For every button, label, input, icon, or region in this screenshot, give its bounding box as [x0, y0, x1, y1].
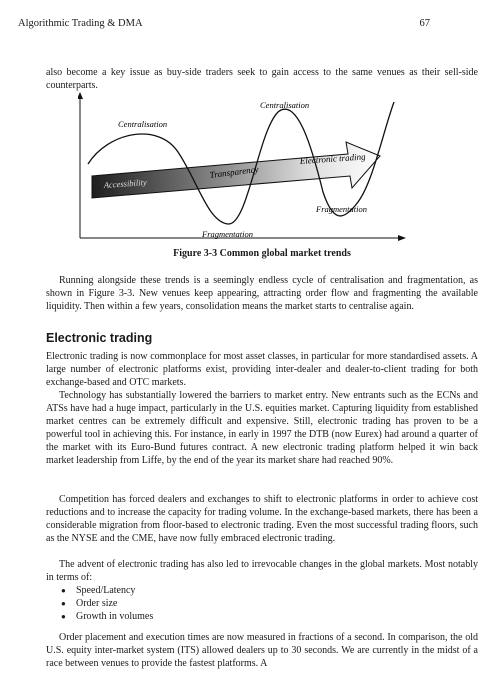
label-electronic-trading: Electronic trading	[299, 151, 366, 166]
y-axis-arrowhead	[78, 92, 83, 99]
closing-paragraph: Order placement and execution times are now measured in fractions of a second. In comparison, the old U.S. equity inter-market system (ITS) allowed dealers up to 30 seconds. We are currently in the midst of a race between venues to provide the fastest platforms. A	[46, 632, 478, 669]
list-item-label: Growth in volumes	[76, 611, 154, 622]
section-paragraph-4: The advent of electronic trading has also led to irrevocable changes in the global markets. Most notably in terms of:	[46, 559, 478, 583]
list-item-label: Order size	[76, 598, 118, 609]
list-item-label: Speed/Latency	[76, 585, 136, 596]
label-fragmentation-right: Fragmentation	[316, 204, 367, 214]
section-paragraph-1: Electronic trading is now commonplace for most asset classes, in particular for more standardised assets. A large number of electronic platforms exist, providing inter-dealer and dealer-to-client trading for both exchange-based and OTC markets.	[46, 351, 478, 388]
paragraph-cycle: Running alongside these trends is a seemingly endless cycle of centralisation and fragmentation, as shown in Figure 3-3. New venues keep appearing, attracting order flow and fragmenting the available liquidity. Then within a few years, consolidation means the market starts to centralise again.	[46, 275, 478, 312]
bullet-icon: ●	[61, 612, 66, 621]
trend-diagram	[78, 92, 408, 242]
figure-market-trends	[78, 92, 408, 242]
figure-caption: Figure 3-3 Common global market trends	[173, 248, 351, 259]
intro-paragraph: also become a key issue as buy-side traders seek to gain access to the same venues as their sell-side counterparts.	[46, 67, 478, 91]
page-number: 67	[419, 18, 430, 29]
running-title: Algorithmic Trading & DMA	[18, 18, 143, 29]
list-item	[46, 597, 153, 610]
section-heading: Electronic trading	[46, 331, 153, 345]
list-item	[46, 584, 153, 597]
label-transparency: Transparency	[209, 164, 260, 180]
x-axis-arrowhead	[398, 235, 406, 241]
section-paragraph-3: Competition has forced dealers and exchanges to shift to electronic platforms in order to achieve cost reductions and to increase the capacity for trading volume. In the exchange-based markets, there has been a considerable migration from floor-based to electronic trading. Even the most successful trading floors, such as the NYSE and the CME, have now fully embraced electronic trading.	[46, 494, 478, 544]
label-centralisation-top: Centralisation	[260, 100, 310, 110]
label-fragmentation-bottom: Fragmentation	[202, 229, 253, 239]
running-header	[18, 18, 430, 29]
list-item	[46, 610, 153, 623]
bullet-icon: ●	[61, 586, 66, 595]
bullet-icon: ●	[61, 599, 66, 608]
bullet-list	[46, 584, 153, 623]
section-paragraph-2: Technology has substantially lowered the barriers to market entry. New entrants such as the ECNs and ATSs have had a huge impact, particularly in the U.S. equities market. Capturing liquidity from established market centres can be extremely difficult and expensive. Still, electronic trading has proven to be a powerful tool in achieving this. For instance, in early in 1997 the DTB (now Eurex) had around a quarter of the market with its Euro-Bund futures contract. A new electronic trading platform helped it win back market leadership from Liffe, by the end of the year its market share had reached 90%.	[46, 390, 478, 466]
label-centralisation-left: Centralisation	[118, 119, 168, 129]
label-accessibility: Accessibility	[103, 177, 148, 190]
